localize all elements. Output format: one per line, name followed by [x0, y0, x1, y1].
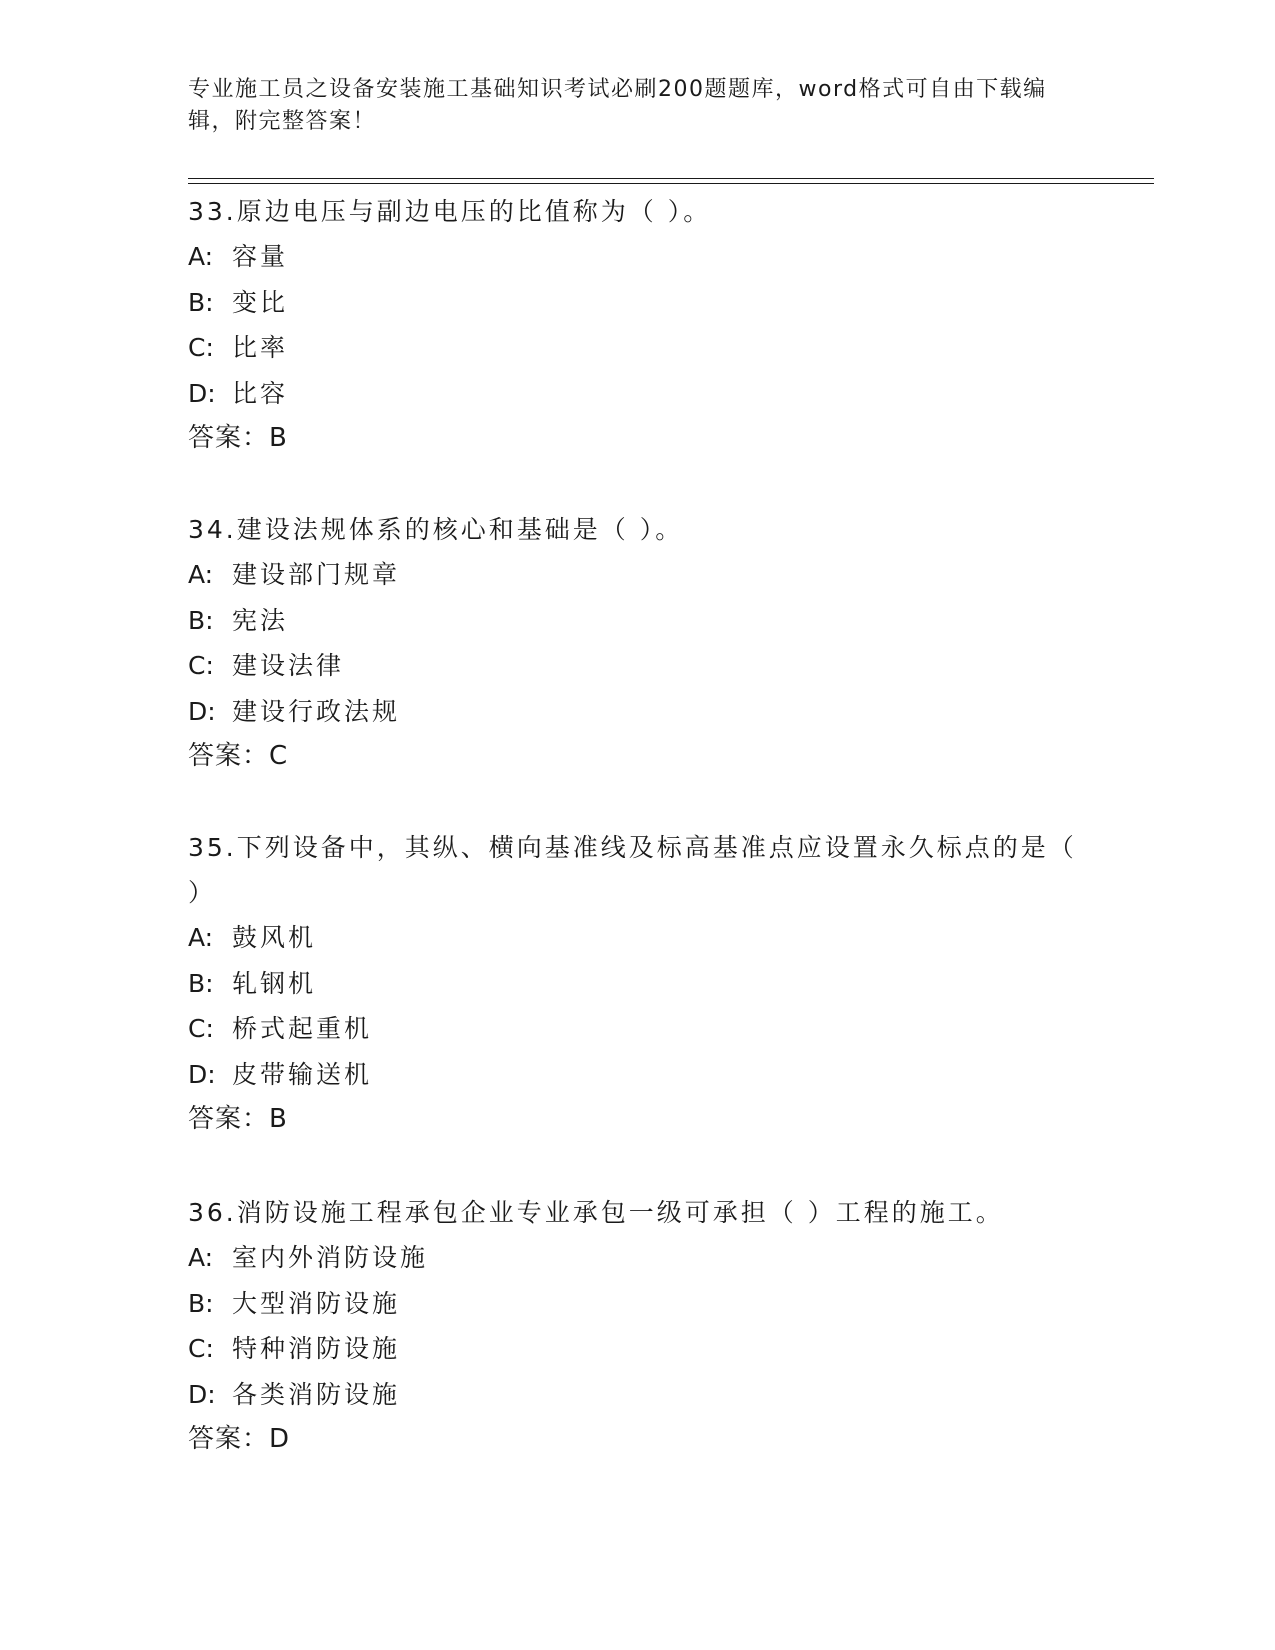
answer-text: 答案：C: [188, 741, 289, 771]
option-d: [188, 1372, 1088, 1418]
option-text: 鼓风机: [232, 923, 317, 952]
option-letter: A:: [188, 242, 214, 271]
option-b: [188, 280, 1088, 326]
option-text: 桥式起重机: [232, 1014, 373, 1043]
option-text: 宪法: [232, 605, 289, 635]
header-divider-bottom: [188, 183, 1154, 184]
option-a: [188, 552, 1088, 598]
option-a: [188, 234, 1088, 280]
option-text: 变比: [232, 287, 289, 317]
answer-text: 答案：D: [188, 1424, 291, 1454]
option-b: [188, 598, 1088, 644]
question-stem: 35.下列设备中，其纵、横向基准线及标高基准点应设置永久标点的是（ ）: [188, 833, 1077, 907]
option-text: 比容: [232, 378, 289, 408]
option-c: [188, 1006, 1088, 1052]
option-text: 建设法律: [232, 651, 345, 680]
option-text: 轧钢机: [232, 968, 317, 998]
option-text: 大型消防设施: [232, 1288, 401, 1318]
document-header-title: 专业施工员之设备安装施工基础知识考试必刷200题题库，word格式可自由下载编辑，附完整答案！: [188, 77, 1047, 134]
question-stem: 33.原边电压与副边电压的比值称为（ ）。: [188, 197, 712, 226]
option-letter: D:: [188, 696, 216, 726]
option-text: 室内外消防设施: [232, 1243, 429, 1272]
option-letter: B:: [188, 605, 214, 635]
option-b: [188, 1281, 1088, 1327]
option-c: [188, 325, 1088, 371]
question-35: [188, 825, 1088, 1142]
option-letter: A:: [188, 1243, 214, 1272]
option-text: 皮带输送机: [232, 1059, 373, 1089]
option-c: [188, 1326, 1088, 1372]
option-letter: B:: [188, 287, 214, 317]
option-letter: C:: [188, 1334, 214, 1363]
option-letter: A:: [188, 560, 214, 589]
option-text: 特种消防设施: [232, 1334, 401, 1363]
option-c: [188, 643, 1088, 689]
option-letter: C:: [188, 651, 214, 680]
option-d: [188, 371, 1088, 417]
question-33: [188, 189, 1088, 461]
option-letter: D:: [188, 1059, 216, 1089]
option-letter: A:: [188, 923, 214, 952]
option-text: 建设行政法规: [232, 696, 401, 726]
option-letter: D:: [188, 1379, 216, 1409]
option-letter: D:: [188, 378, 216, 408]
option-letter: C:: [188, 333, 214, 362]
option-b: [188, 961, 1088, 1007]
option-d: [188, 689, 1088, 735]
option-letter: B:: [188, 1288, 214, 1318]
option-text: 各类消防设施: [232, 1379, 401, 1409]
option-text: 建设部门规章: [232, 560, 401, 589]
question-stem: 34.建设法规体系的核心和基础是（ ）。: [188, 515, 684, 544]
answer-text: 答案：B: [188, 423, 288, 453]
option-a: [188, 915, 1088, 961]
header-divider-top: [188, 178, 1154, 179]
question-stem: 36.消防设施工程承包企业专业承包一级可承担（ ）工程的施工。: [188, 1198, 1004, 1227]
option-text: 容量: [232, 242, 289, 271]
option-text: 比率: [232, 333, 289, 362]
option-a: [188, 1235, 1088, 1281]
option-d: [188, 1052, 1088, 1098]
option-letter: B:: [188, 968, 214, 998]
option-letter: C:: [188, 1014, 214, 1043]
answer-text: 答案：B: [188, 1104, 288, 1134]
question-34: [188, 507, 1088, 779]
question-36: [188, 1190, 1088, 1462]
